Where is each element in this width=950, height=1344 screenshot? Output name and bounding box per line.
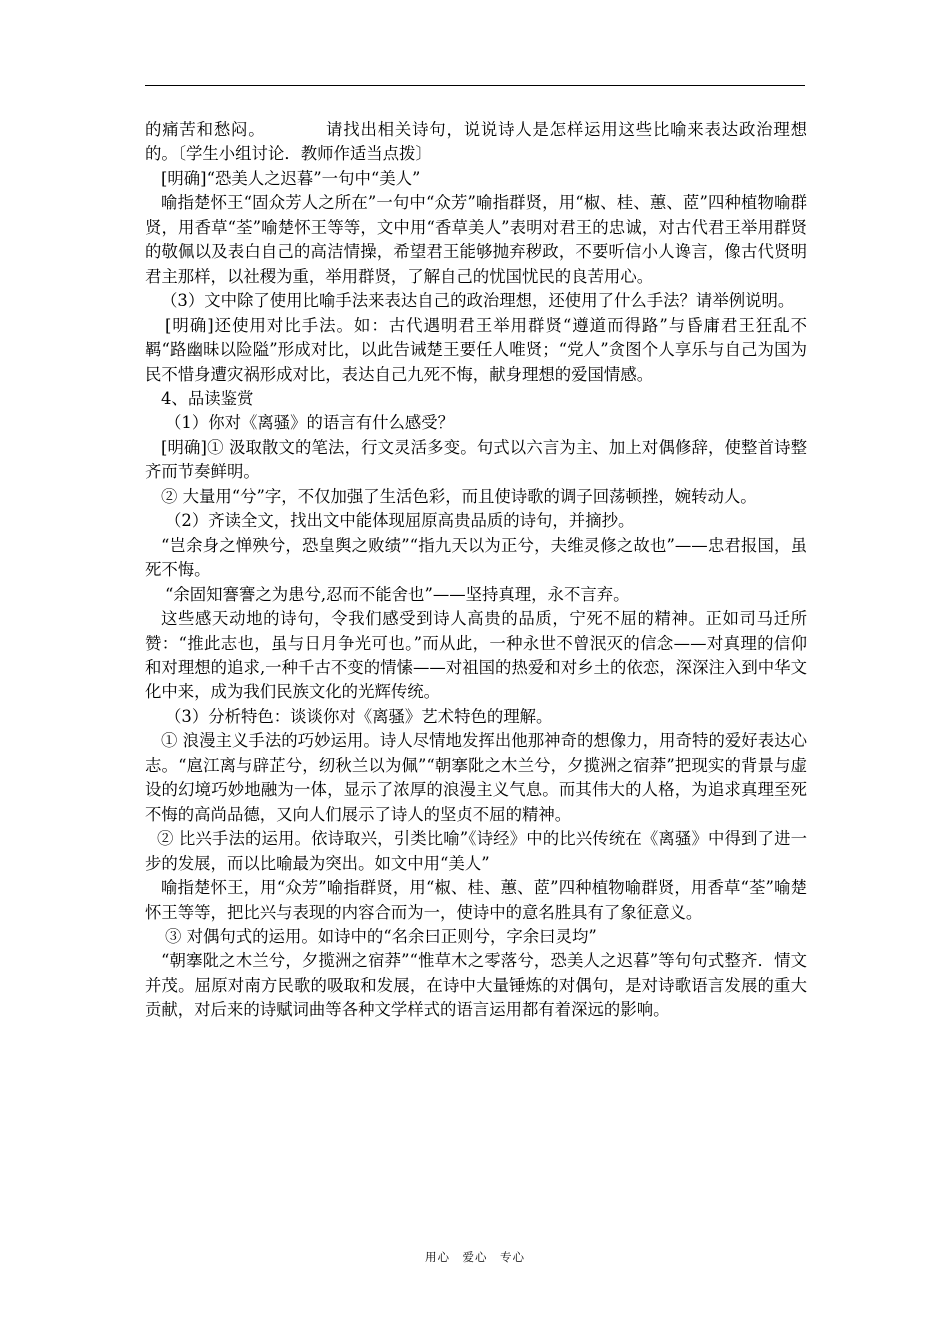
- paragraph: 的痛苦和愁闷。 请找出相关诗句，说说诗人是怎样运用这些比喻来表达政治理想的。〔学生小组讨论．教师作适当点拨〕: [145, 120, 807, 164]
- paragraph: [明确]还使用对比手法。如：古代遇明君王举用群贤“遵道而得路”与昏庸君王狂乱不羁“路幽昧以险隘”形成对比，以此告诫楚王要任人唯贤；“党人”贪图个人享乐与自己为国为民不惜身遭灾祸形成对比，表达自己九死不悔，献身理想的爱国情感。: [145, 315, 807, 384]
- header-rule: [145, 85, 805, 86]
- paragraph: （1）你对《离骚》的语言有什么感受？: [165, 413, 455, 433]
- paragraph: “岂余身之惮殃兮，恐皇舆之败绩”“指九天以为正兮，夫维灵修之故也”——忠君报国，虽死不悔。: [145, 535, 807, 580]
- paragraph: （3）分析特色：谈谈你对《离骚》艺术特色的理解。: [165, 706, 553, 726]
- paragraph: 喻指楚怀王，用“众芳”喻指群贤，用“椒、桂、蕙、茝”四种植物喻群贤，用香草“荃”喻楚怀王等等，把比兴与表现的内容合而为一，使诗中的意名胜具有了象征意义。: [145, 878, 807, 922]
- paragraph: 喻指楚怀王“固众芳人之所在”一句中“众芳”喻指群贤，用“椒、桂、蕙、茝”四种植物喻群贤，用香草“荃”喻楚怀王等等，文中用“香草美人”表明对君王的忠诚，对古代君王举用群贤的敬佩以及表白自己的高洁情操，希望君王能够抛弃秽政，不要听信小人谗言，像古代贤明君主那样，以社稷为重，举用群贤，了解自己的忧国忧民的良苦用心。: [145, 193, 807, 286]
- paragraph: （2）齐读全文，找出文中能体现屈原高贵品质的诗句，并摘抄。: [165, 511, 635, 531]
- paragraph: （3）文中除了使用比喻手法来表达自己的政治理想，还使用了什么手法？请举例说明。: [161, 291, 795, 311]
- paragraph: ② 大量用“兮”字，不仅加强了生活色彩，而且使诗歌的调子回荡顿挫，婉转动人。: [161, 486, 757, 506]
- paragraph: ① 浪漫主义手法的巧妙运用。诗人尽情地发挥出他那神奇的想像力，用奇特的爱好表达心志。“扈江离与辟芷兮，纫秋兰以为佩”“朝搴阰之木兰兮，夕揽洲之宿莽”把现实的背景与虚设的幻境巧妙地融为一体，显示了浓厚的浪漫主义气息。而其伟大的人格，为追求真理至死不悔的高尚品德，又向人们展示了诗人的坚贞不屈的精神。: [145, 731, 807, 824]
- paragraph: [明确]① 汲取散文的笔法，行文灵活多变。句式以六言为主、加上对偶修辞，使整首诗整齐而节奏鲜明。: [145, 437, 807, 482]
- paragraph: “朝搴阰之木兰兮，夕揽洲之宿莽”“惟草木之零落兮，恐美人之迟暮”等句句式整齐．情文并茂。屈原对南方民歌的吸取和发展，在诗中大量锤炼的对偶句，是对诗歌语言发展的重大贡献，对后来的诗赋词曲等各种文学样式的语言运用都有着深远的影响。: [145, 951, 807, 1020]
- paragraph: ② 比兴手法的运用。依诗取兴，引类比喻”《诗经》中的比兴传统在《离骚》中得到了进一步的发展，而以比喻最为突出。如文中用“美人”: [145, 829, 807, 873]
- document-body: [145, 118, 807, 1023]
- paragraph: 4、品读鉴赏: [161, 388, 254, 408]
- paragraph: 这些感天动地的诗句，令我们感受到诗人高贵的品质，宁死不屈的精神。正如司马迁所赞：“推此志也，虽与日月争光可也。”而从此，一种永世不曾泯灭的信念——对真理的信仰和对理想的追求,一种千古不变的情愫——对祖国的热爱和对乡土的依恋，深深注入到中华文化中来，成为我们民族文化的光辉传统。: [145, 609, 807, 702]
- paragraph: [明确]“恐美人之迟暮”一句中“美人”: [161, 168, 421, 188]
- page-footer: 用心 爱心 专心: [425, 1250, 525, 1264]
- paragraph: “余固知謇謇之为患兮,忍而不能舍也”——坚持真理，永不言弃。: [165, 584, 630, 604]
- paragraph: ③ 对偶句式的运用。如诗中的“名余曰正则兮，字余曰灵均”: [165, 926, 597, 946]
